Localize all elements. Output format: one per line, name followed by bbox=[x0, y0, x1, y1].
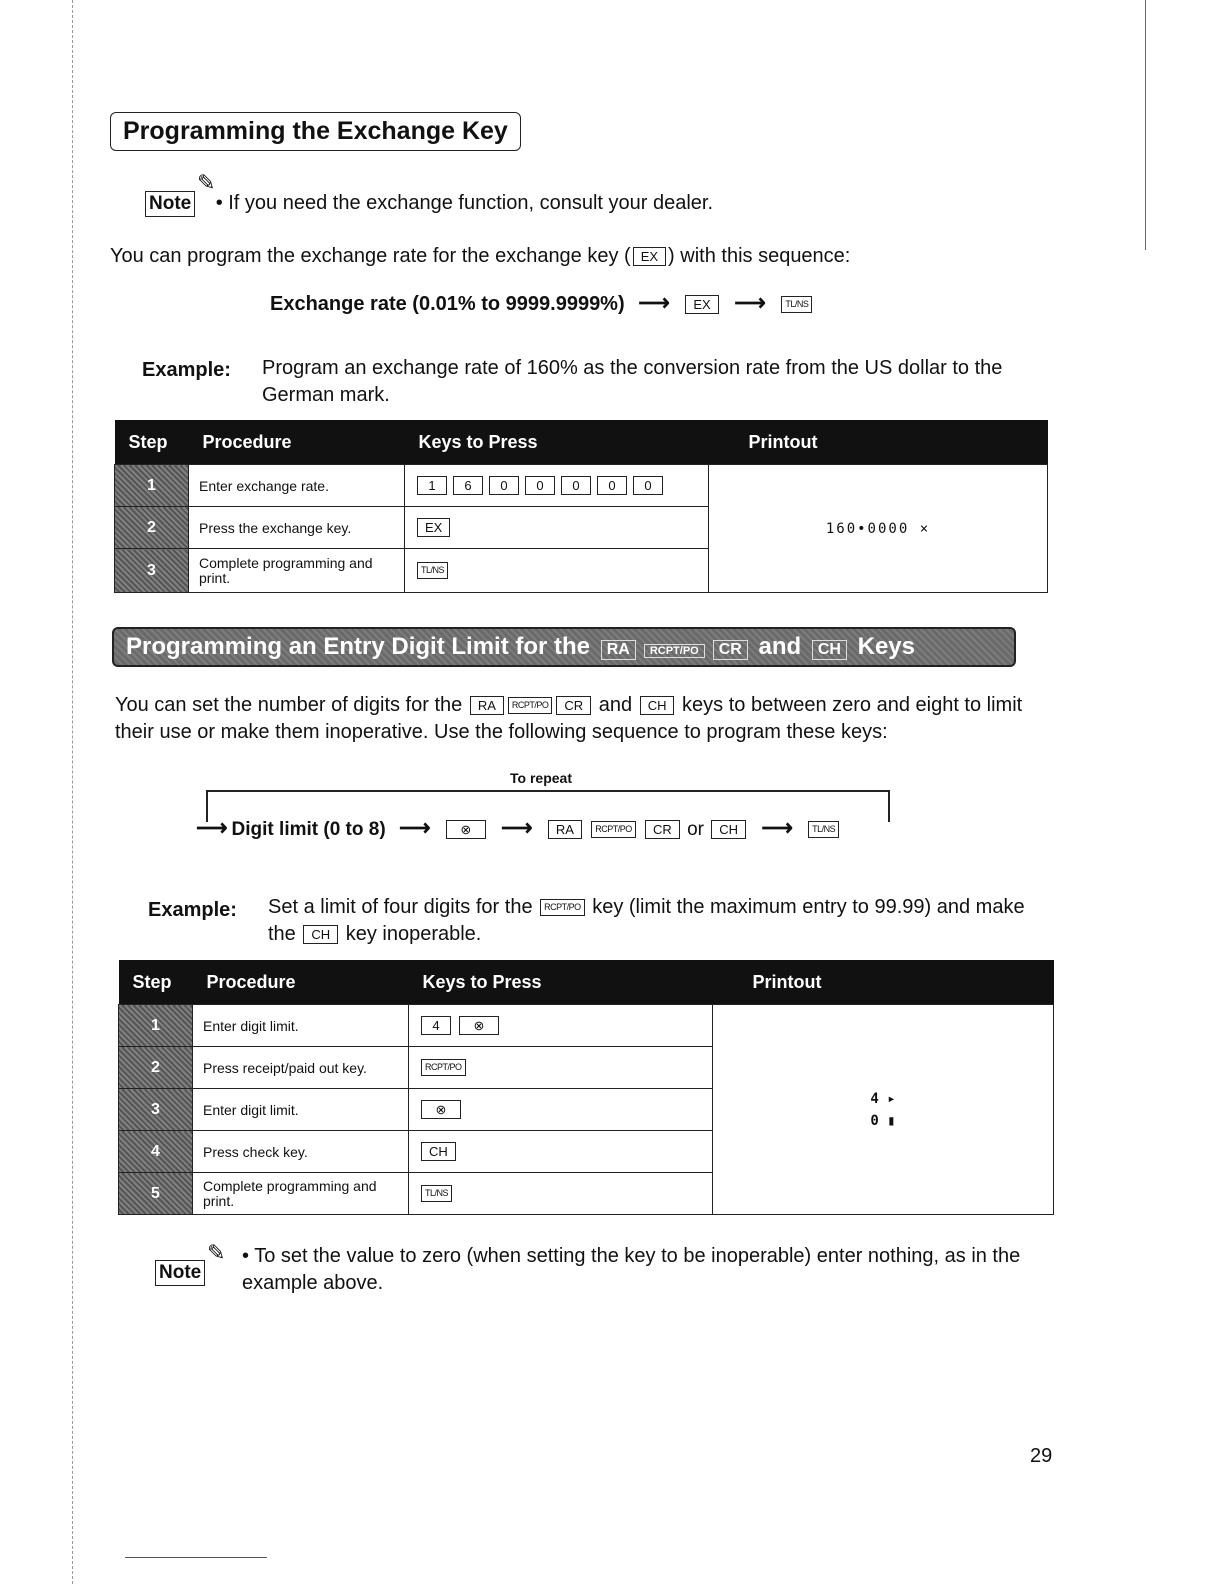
ex-key: EX bbox=[685, 295, 718, 314]
exchange-intro: You can program the exchange rate for the exchange key ( EX ) with this sequence: bbox=[110, 245, 851, 267]
right-margin-line bbox=[1145, 0, 1146, 250]
section-title-digit-limit: Programming an Entry Digit Limit for the RA RCPT/PO CR and CH Keys bbox=[112, 627, 1016, 667]
printout-1: 160•0000 × bbox=[709, 465, 1048, 593]
procedure-1: Enter exchange rate. bbox=[189, 465, 405, 507]
printout-2: 4 ▸ 0 ▮ bbox=[713, 1005, 1054, 1215]
col-printout: Printout bbox=[709, 420, 1048, 465]
keys-3: TL/NS bbox=[405, 549, 709, 593]
example-label-1: Example: bbox=[142, 359, 231, 381]
note-2 bbox=[155, 1240, 226, 1286]
col-keys: Keys to Press bbox=[405, 420, 709, 465]
footer-rule bbox=[125, 1557, 267, 1558]
note-label: Note bbox=[145, 191, 195, 217]
multiply-key: ⊗ bbox=[446, 820, 486, 839]
tlns-key: TL/NS bbox=[781, 296, 812, 313]
step-3: 3 bbox=[115, 549, 189, 593]
step-2: 2 bbox=[115, 507, 189, 549]
ex-key: EX bbox=[633, 247, 666, 266]
note-label: Note bbox=[155, 1260, 205, 1286]
example-text-2: Set a limit of four digits for the RCPT/PO key (limit the maximum entry to 99.99) and make the CH key inoperable. bbox=[268, 896, 1025, 945]
keys-2: EX bbox=[405, 507, 709, 549]
example-label-2: Example: bbox=[148, 899, 237, 921]
steps-table-2: Step Procedure Keys to Press Printout 1 Enter digit limit. 4 ⊗ 4 ▸ 0 ▮ 2 Press receipt/paid out key. RCPT/PO 3 Enter digit limit. ⊗ 4 Press check key. CH 5 Complete programming and print. TL/NS bbox=[118, 960, 1054, 1215]
procedure-3: Complete programming and print. bbox=[189, 549, 405, 593]
col-step: Step bbox=[115, 420, 189, 465]
note-text: If you need the exchange function, consult your dealer. bbox=[228, 192, 714, 214]
pencil-icon: ✎ bbox=[197, 170, 216, 195]
left-margin-line bbox=[72, 0, 73, 1584]
to-repeat-label: To repeat bbox=[510, 770, 572, 786]
procedure-1: Enter digit limit. bbox=[193, 1005, 409, 1047]
digit-sequence: ⟶ Digit limit (0 to 8) ⟶ ⊗ ⟶ RA RCPT/PO CR or CH ⟶ TL/NS bbox=[196, 815, 841, 841]
col-procedure: Procedure bbox=[189, 420, 405, 465]
page-number: 29 bbox=[1030, 1445, 1053, 1467]
procedure-2: Press the exchange key. bbox=[189, 507, 405, 549]
section-title-exchange: Programming the Exchange Key bbox=[110, 112, 521, 151]
keys-1: 1 6 0 0 0 0 0 bbox=[405, 465, 709, 507]
exchange-sequence: Exchange rate (0.01% to 9999.9999%) ⟶ EX ⟶ TL/NS bbox=[270, 290, 814, 316]
steps-table-1 bbox=[114, 420, 1048, 593]
example-text-1: Program an exchange rate of 160% as the conversion rate from the US dollar to the German mark. bbox=[262, 357, 1003, 406]
digit-intro: You can set the number of digits for the RA RCPT/PO CR and CH keys to between zero and eight to limit their use or make them inoperative. Use the following sequence to program these keys: bbox=[115, 694, 1023, 743]
keys-1: 4 ⊗ bbox=[409, 1005, 713, 1047]
pencil-icon: ✎ bbox=[207, 1240, 226, 1265]
step-1: 1 bbox=[119, 1005, 193, 1047]
step-1: 1 bbox=[115, 465, 189, 507]
note-1: Note ✎ • If you need the exchange function, consult your dealer. bbox=[145, 190, 713, 217]
note-text-2: • To set the value to zero (when setting the key to be inoperable) enter nothing, as in the example above. bbox=[242, 1245, 1021, 1294]
